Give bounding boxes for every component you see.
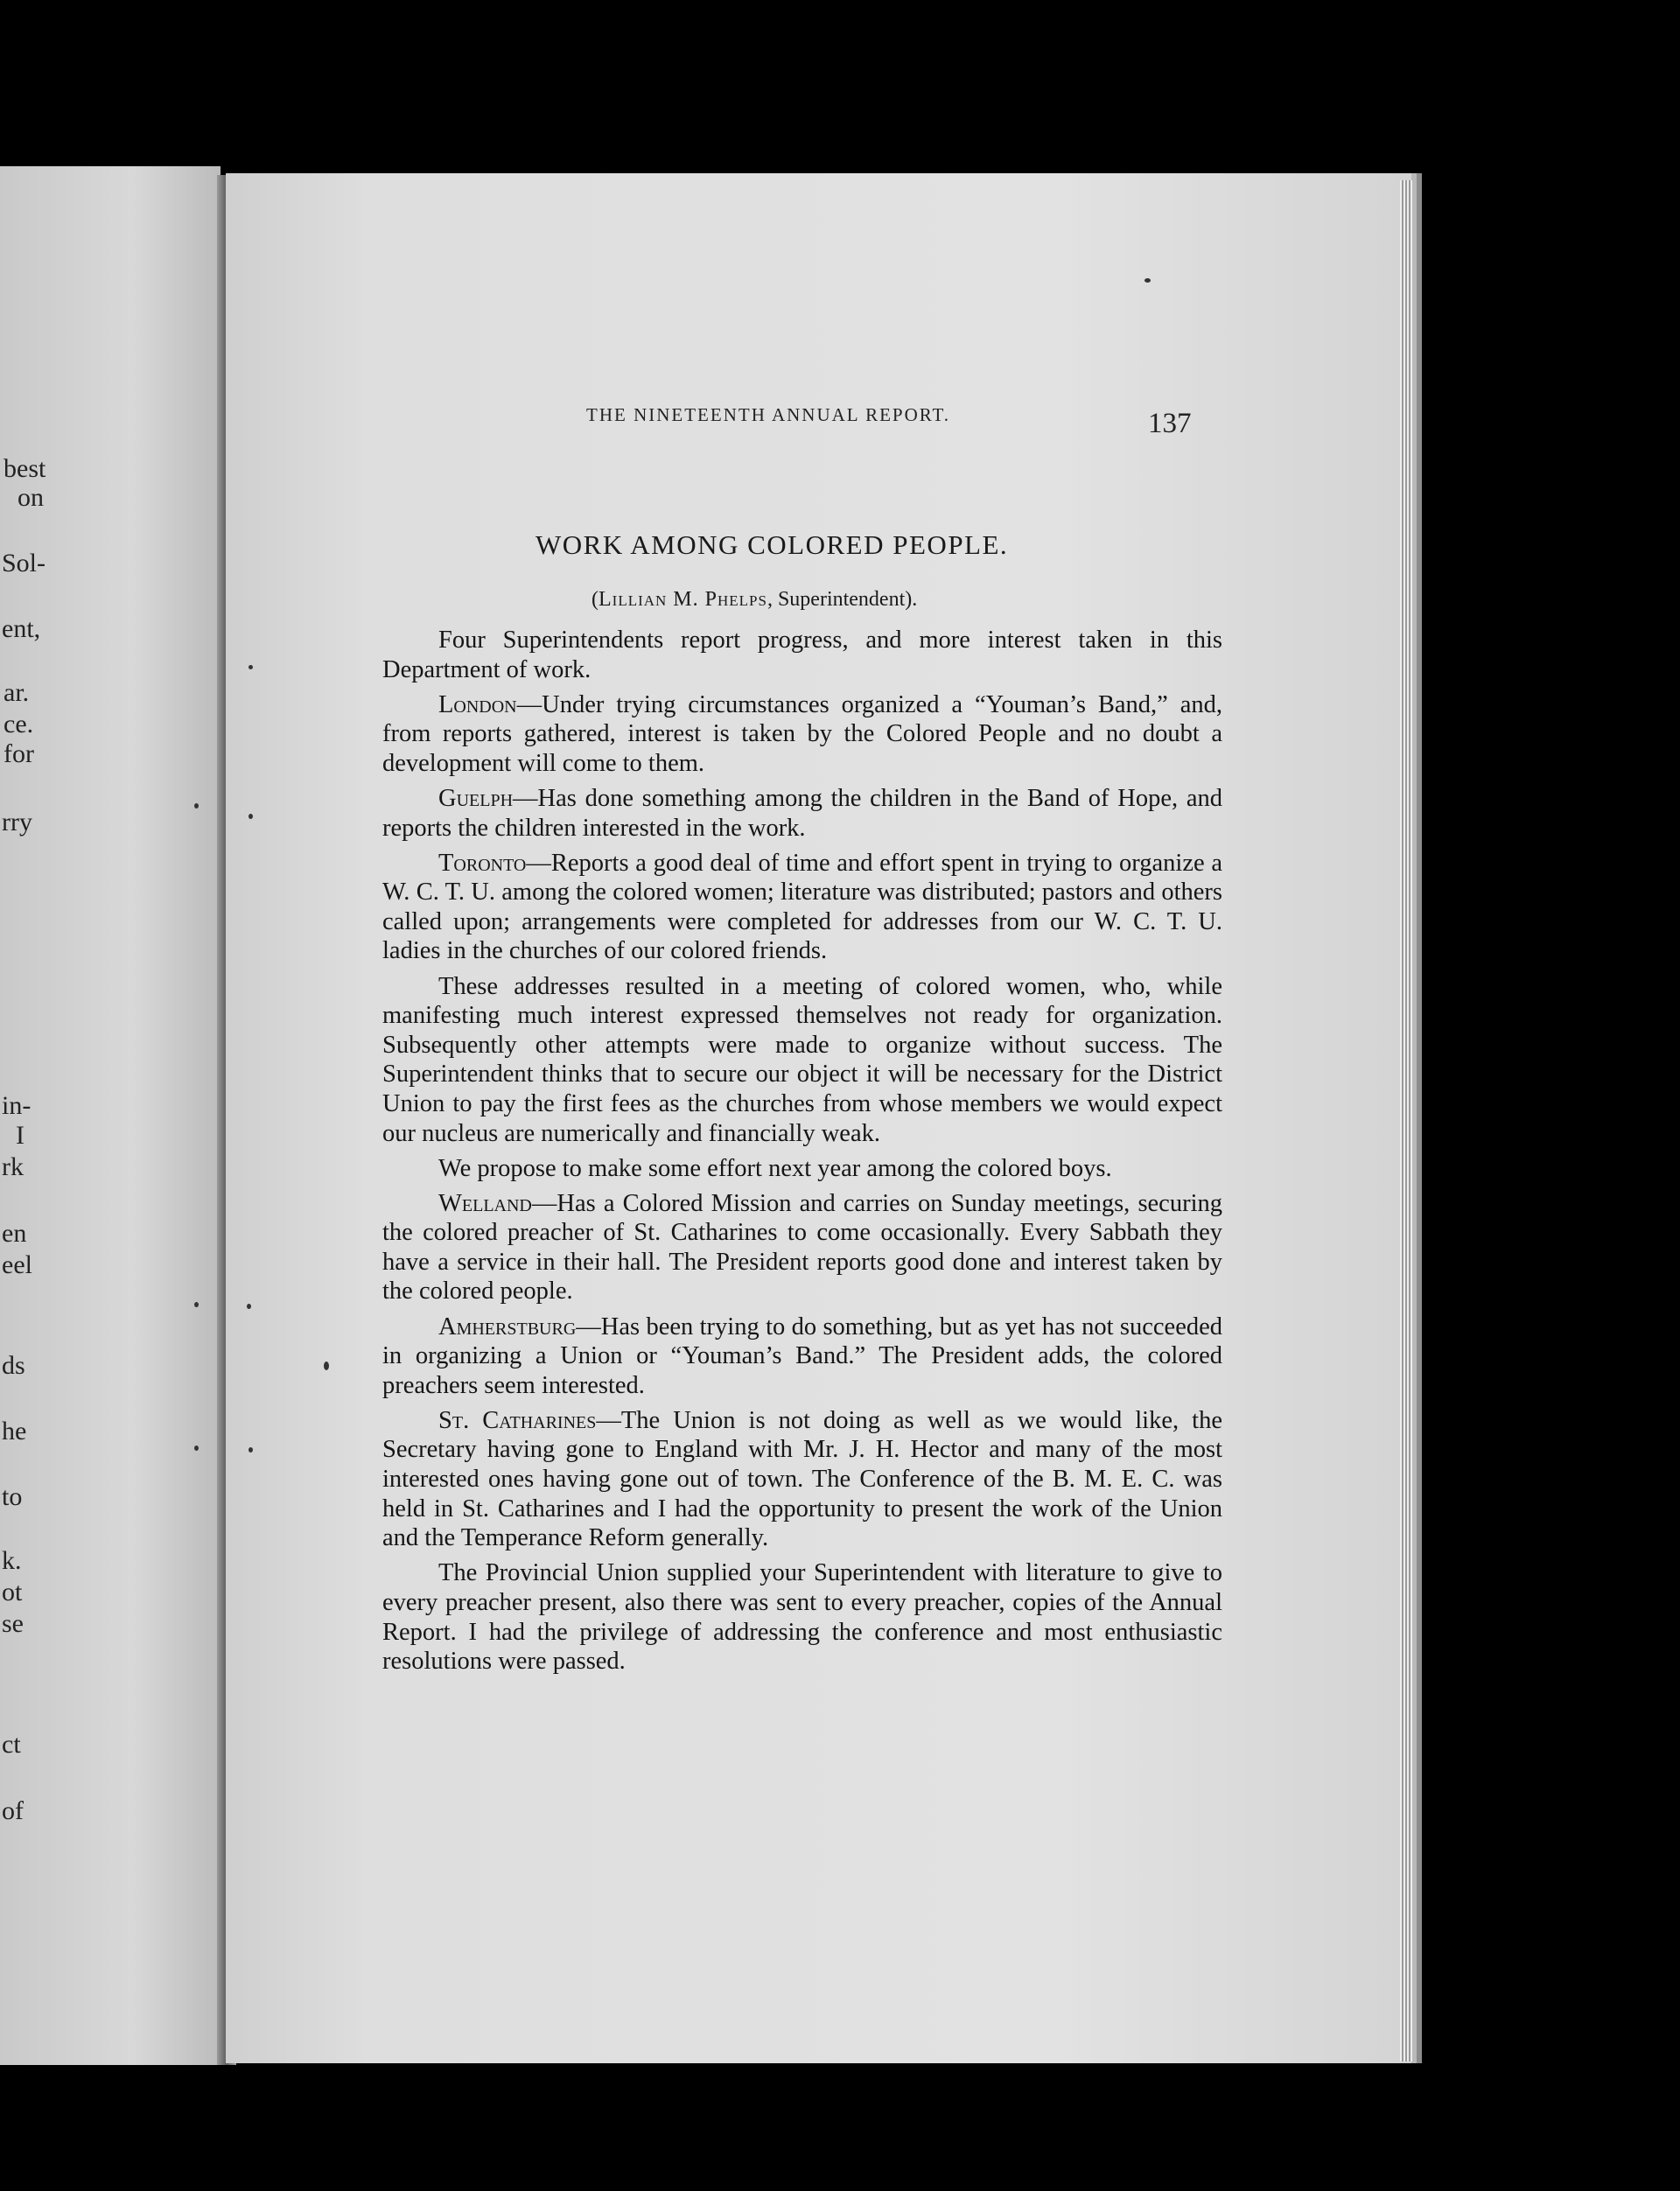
paragraph: We propose to make some effort next year among the colored boys. — [438, 1154, 1112, 1182]
left-fragment: ent, — [2, 614, 41, 643]
left-fragment: rry — [2, 808, 32, 836]
place-name: Welland — [438, 1189, 532, 1217]
speck — [194, 803, 199, 808]
left-fragment: best — [4, 454, 46, 483]
paragraph: Four Superintendents report progress, and more interest taken in this Department of work. — [382, 626, 1222, 683]
left-fragment: ce. — [4, 710, 34, 738]
speck — [324, 1362, 329, 1370]
left-fragment: k. — [2, 1546, 22, 1575]
paragraph: Welland—Has a Colored Mission and carries on Sunday meetings, securing the colored preacher of St. Catharines to come occasionally. Every Sabbath they have a service in their hall. The President reports good done and interest taken by the colored people. — [382, 1189, 1222, 1306]
report-body — [382, 626, 1222, 1682]
speck — [194, 1302, 199, 1307]
superintendent-name: Lillian M. Phelps — [598, 588, 767, 611]
paragraph: St. Catharines—The Union is not doing as well as we would like, the Secretary having gone to England with Mr. J. H. Hector and many of the most interested ones having gone out of town. The Conference of the B. M. E. C. was held in St. Catharines and I had the opportunity to present the work of the Union and the Temperance Reform generally. — [382, 1406, 1222, 1552]
page-number: 137 — [1148, 408, 1192, 439]
section-title: WORK AMONG COLORED PEOPLE. — [536, 529, 1009, 560]
left-fragment: ot — [2, 1578, 23, 1606]
speck — [194, 1446, 199, 1451]
place-name: Amherstburg — [438, 1312, 577, 1340]
place-name: London — [438, 690, 517, 718]
paragraph: These addresses resulted in a meeting of colored women, who, while manifesting much interest expressed themselves not ready for organization. Subsequently other attempts were made to organize without success. The Superintendent thinks that to secure our object it will be necessary for the District Union to pay the first fees as the churches from whose members we would expect our nucleus are numerically and financially weak. — [382, 972, 1222, 1147]
left-fragment: ct — [2, 1730, 21, 1759]
speck — [248, 814, 253, 819]
left-fragment: ds — [2, 1351, 25, 1380]
speck — [247, 1304, 251, 1309]
left-fragment: en — [2, 1219, 27, 1248]
page-edge — [1400, 180, 1412, 2062]
place-name: Guelph — [438, 784, 514, 812]
left-fragment: he — [2, 1417, 27, 1446]
left-fragment: eel — [2, 1250, 32, 1279]
left-fragment: Sol- — [2, 549, 46, 578]
left-fragment: se — [2, 1609, 24, 1638]
running-header: THE NINETEENTH ANNUAL REPORT. — [586, 404, 951, 425]
left-fragment: rk — [2, 1152, 24, 1181]
paragraph: Guelph—Has done something among the children in the Band of Hope, and reports the children interested in the work. — [382, 784, 1222, 842]
left-fragment: I — [16, 1121, 24, 1150]
speck — [248, 1447, 253, 1452]
place-name: St. Catharines — [438, 1406, 597, 1434]
paragraph: London—Under trying circumstances organized a “Youman’s Band,” and, from reports gathered, interest is taken by the Colored People and no doubt a development will come to them. — [382, 690, 1222, 777]
left-fragment: on — [18, 483, 44, 512]
place-name: Toronto — [438, 849, 527, 877]
left-fragment: of — [2, 1796, 24, 1825]
left-fragment: to — [2, 1482, 23, 1511]
paragraph: Toronto—Reports a good deal of time and effort spent in trying to organize a W. C. T. U. among the colored women; literature was distributed; pastors and others called upon; arrangements were completed for addresses from our W. C. T. U. ladies in the churches of our colored friends. — [382, 849, 1222, 965]
left-page — [0, 166, 220, 2065]
left-fragment: ar. — [4, 678, 30, 707]
left-fragment: in- — [2, 1091, 32, 1120]
speck — [1144, 278, 1151, 283]
paragraph: Amherstburg—Has been trying to do something, but as yet has not succeeded in organizing a Union or “Youman’s Band.” The President adds, the colored preachers seem interested. — [382, 1312, 1222, 1399]
speck — [248, 665, 253, 669]
left-fragment: for — [4, 739, 34, 768]
section-subtitle: (Lillian M. Phelps, Superintendent). — [592, 588, 918, 611]
paragraph: The Provincial Union supplied your Superintendent with literature to give to every preacher present, also there was sent to every preacher, copies of the Annual Report. I had the privilege of addressing the conference and most enthusiastic resolutions were passed. — [382, 1559, 1222, 1676]
